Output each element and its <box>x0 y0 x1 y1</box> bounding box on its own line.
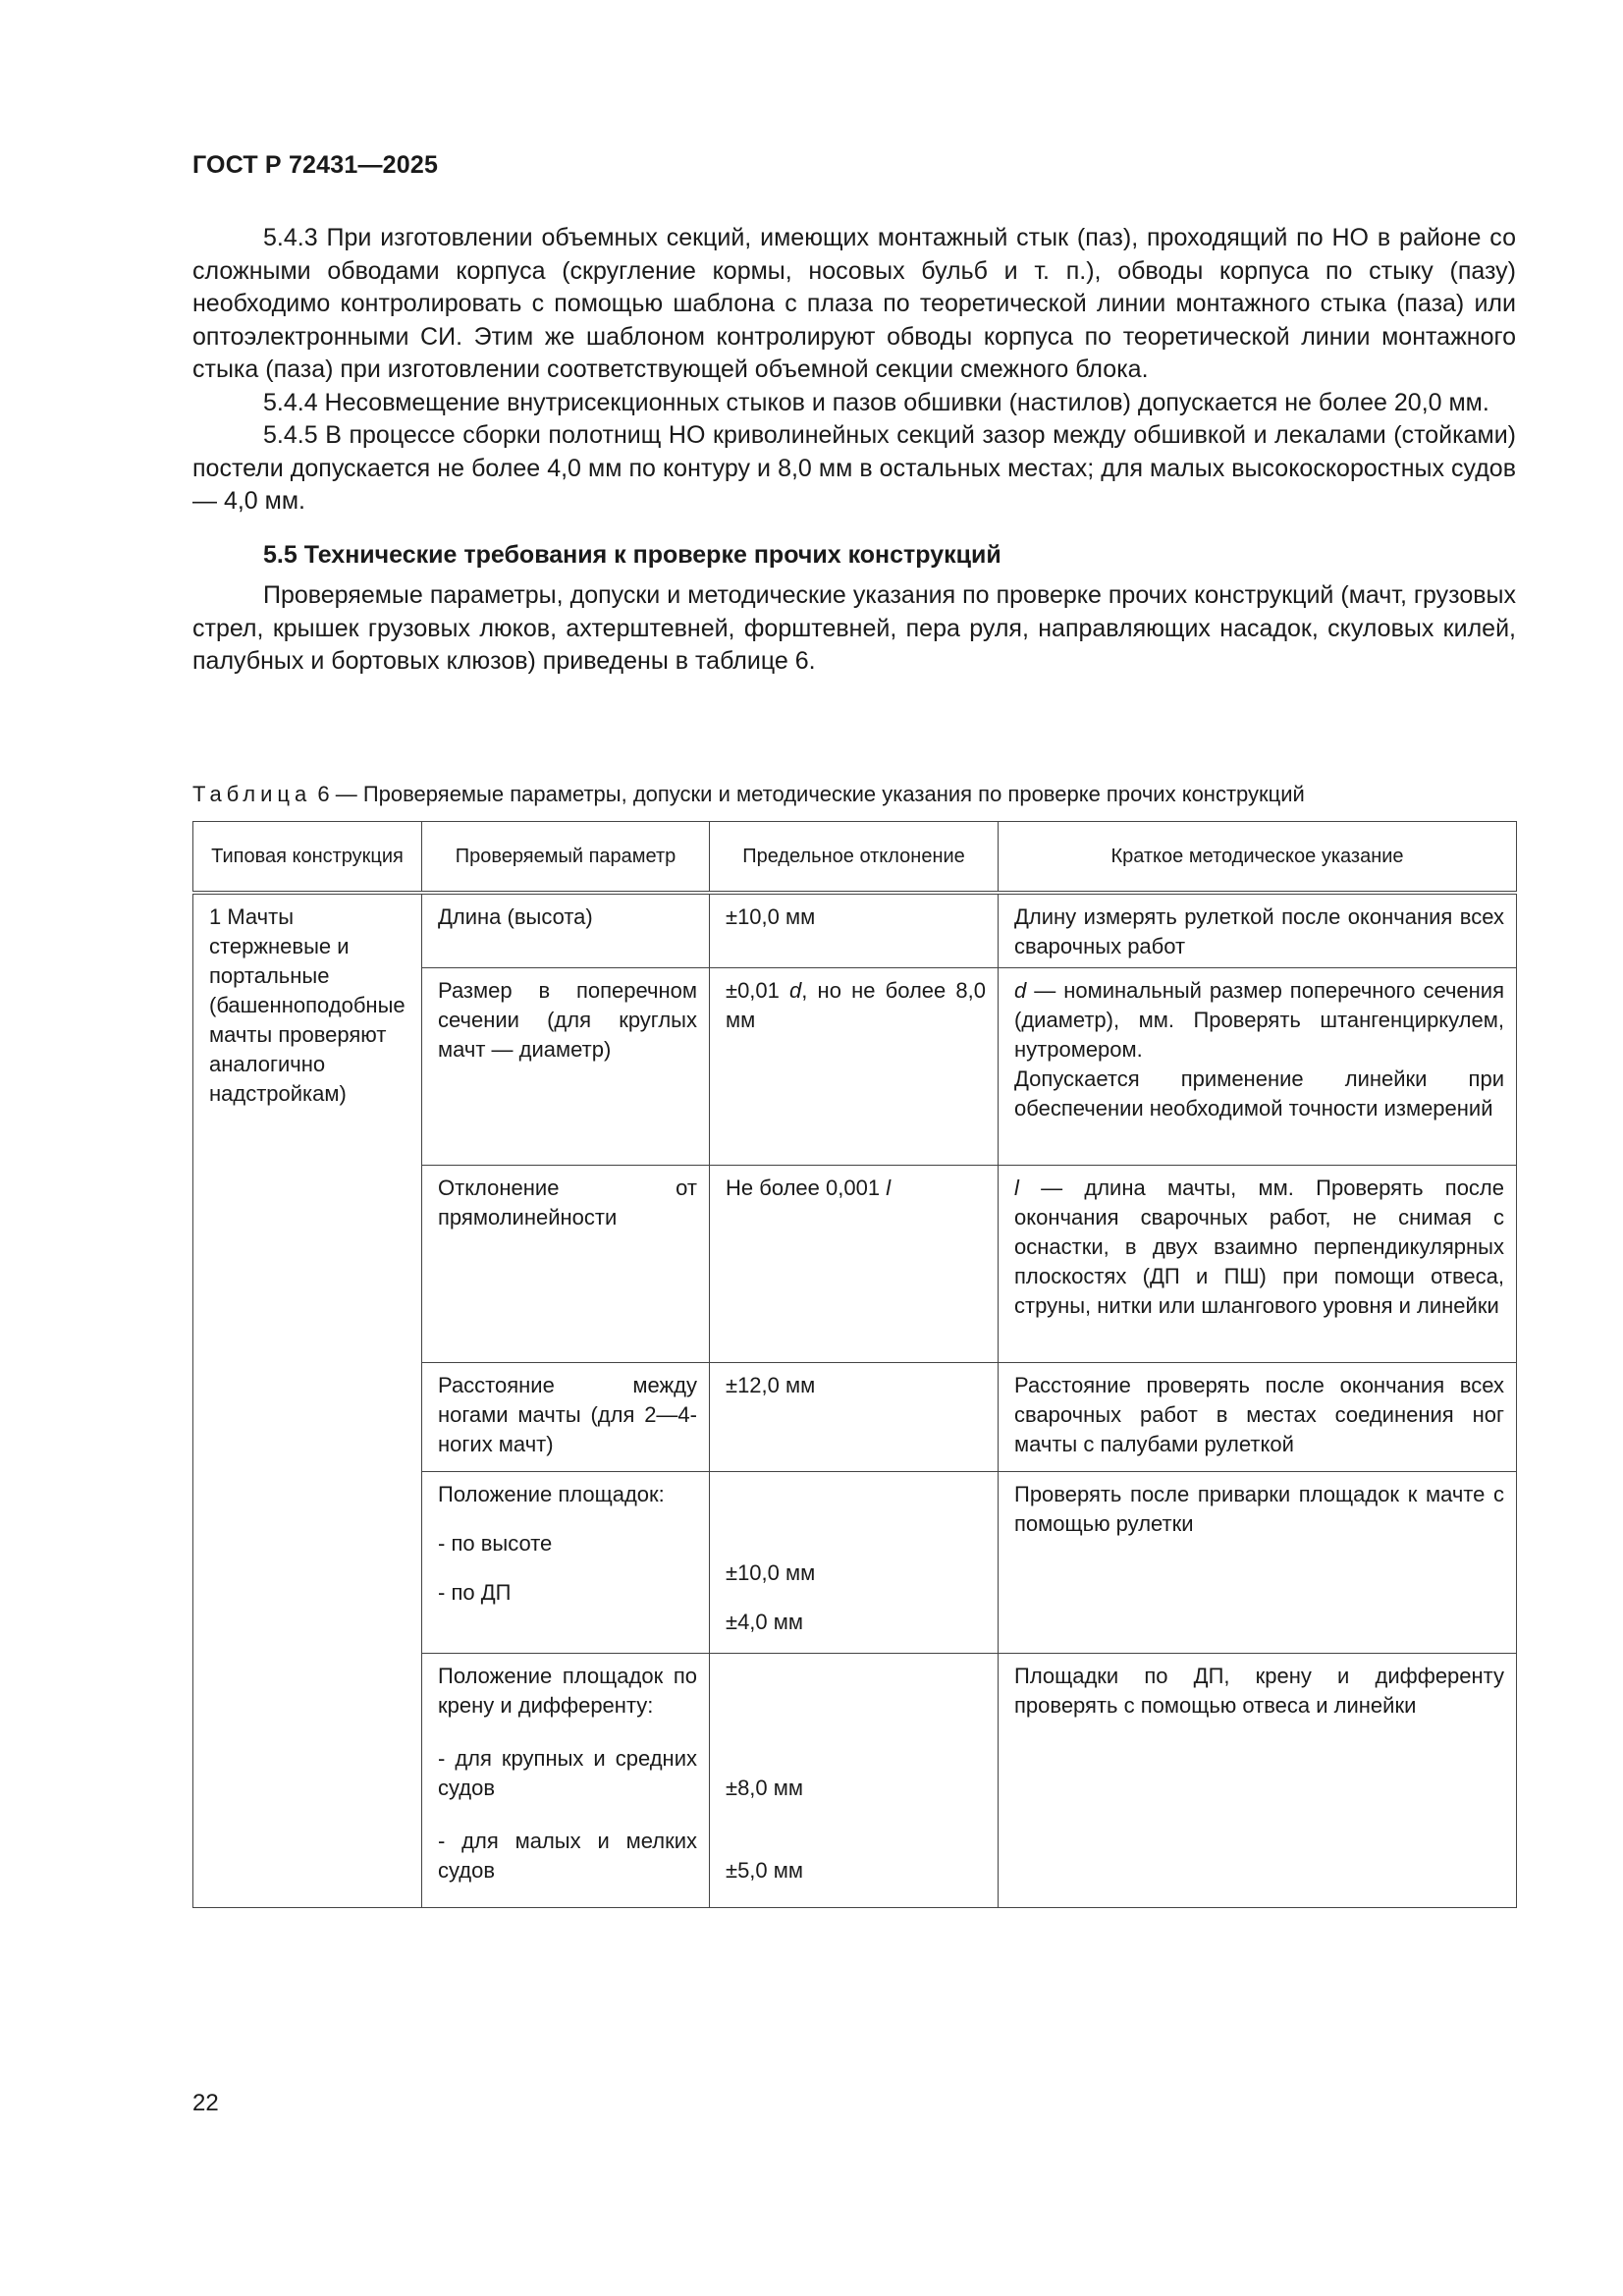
instruction-cell <box>999 1654 1517 1908</box>
table-6 <box>192 821 1517 1908</box>
param-cross-section: Размер в поперечном сечении (для круглых мачт — диаметр) <box>438 978 697 1062</box>
document-header: ГОСТ Р 72431—2025 <box>192 151 439 179</box>
deviation-cell <box>710 1654 999 1908</box>
deviation-cell <box>710 968 999 1166</box>
header-deviation: Предельное отклонение <box>710 822 999 894</box>
dev-cross-section-var: d <box>789 978 802 1003</box>
param-length: Длина (высота) <box>438 904 593 929</box>
paragraph-5-4-5: 5.4.5 В процессе сборки полотнищ НО криволинейных секций зазор между обшивкой и лекалами (стойками) постели допускается не более 4,0 мм по контуру и 8,0 мм в остальных местах; для малых высокоскоростных судов — 4,0 мм. <box>192 421 1516 515</box>
param-platforms: Положение площадок: <box>438 1482 665 1506</box>
note-heel-trim: Площадки по ДП, крену и дифференту проверять с помощью отвеса и линейки <box>1014 1664 1504 1718</box>
instruction-cell <box>999 1166 1517 1363</box>
parameter-cell <box>422 968 710 1166</box>
deviation-cell <box>710 1472 999 1654</box>
table-header-row <box>193 822 1517 894</box>
note-cross-section <box>999 968 1516 1129</box>
note-platforms: Проверять после приварки площадок к мачте с помощью рулетки <box>1014 1482 1504 1536</box>
dev-cross-section-suffix: , но не более 8,0 мм <box>726 978 986 1032</box>
param-platforms-height: - по высоте <box>438 1531 553 1556</box>
param-leg-distance: Расстояние между ногами мачты (для 2—4-ногих мачт) <box>438 1373 697 1456</box>
parameter-cell <box>422 1472 710 1654</box>
instruction-cell <box>999 968 1517 1166</box>
note-leg-distance: Расстояние проверять после окончания всех сварочных работ в местах соединения ног мачты с палубами рулеткой <box>1014 1373 1504 1456</box>
header-construction: Типовая конструкция <box>193 822 422 894</box>
note-length: Длину измерять рулеткой после окончания всех сварочных работ <box>1014 904 1504 958</box>
note-cross-section-b: Допускается применение линейки при обеспечении необходимой точности измерений <box>1014 1066 1504 1121</box>
parameter-cell <box>422 893 710 968</box>
body-text <box>192 222 1516 679</box>
instruction-cell <box>999 1472 1517 1654</box>
dev-heel-trim-large: ±8,0 мм <box>726 1776 804 1800</box>
header-parameter: Проверяемый параметр <box>422 822 710 894</box>
construction-text: 1 Мачты стержневые и портальные (башенноподобные мачты проверяют аналогично надстройкам) <box>209 904 406 1106</box>
dev-length: ±10,0 мм <box>726 904 816 929</box>
table-caption-word: Таблица <box>192 782 312 806</box>
parameter-cell <box>422 1654 710 1908</box>
param-platforms-dp: - по ДП <box>438 1580 512 1605</box>
deviation-cell <box>710 893 999 968</box>
note-straightness-text: — длина мачты, мм. Проверять после окончания сварочных работ, не снимая с оснастки, в двух взаимно перпендикулярных плоскостях (ДП и ПШ) при помощи отвеса, струны, нитки или шлангового уровня и линейки <box>1014 1175 1504 1318</box>
paragraph-5-5: Проверяемые параметры, допуски и методические указания по проверке прочих конструкций (мачт, грузовых стрел, крышек грузовых люков, ахтерштевней, форштевней, пера руля, направляющих насадок, скуловых килей, палубных и бортовых клюзов) приведены в таблице 6. <box>192 581 1516 675</box>
dev-platforms-dp: ±4,0 мм <box>726 1610 804 1634</box>
note-straightness <box>999 1166 1516 1327</box>
construction-cell <box>193 893 422 1908</box>
param-straightness: Отклонение от прямолинейности <box>438 1175 697 1230</box>
instruction-cell <box>999 893 1517 968</box>
instruction-cell <box>999 1363 1517 1472</box>
dev-heel-trim-small: ±5,0 мм <box>726 1858 804 1883</box>
section-heading-5-5: 5.5 Технические требования к проверке прочих конструкций <box>263 540 1001 569</box>
deviation-cell <box>710 1363 999 1472</box>
page-number: 22 <box>192 2090 219 2116</box>
dev-straightness-var: l <box>886 1175 892 1200</box>
parameter-cell <box>422 1166 710 1363</box>
table-row <box>193 893 1517 968</box>
note-straightness-var: l <box>1014 1175 1019 1200</box>
dev-straightness-prefix: Не более 0,001 <box>726 1175 887 1200</box>
dev-leg-distance: ±12,0 мм <box>726 1373 816 1397</box>
param-heel-trim: Положение площадок по крену и дифференту: <box>438 1664 697 1718</box>
dev-straightness <box>710 1166 998 1209</box>
note-cross-section-var: d <box>1014 978 1027 1003</box>
table-caption-text: 6 — Проверяемые параметры, допуски и методические указания по проверке прочих конструкций <box>311 782 1305 806</box>
paragraph-5-4-4: 5.4.4 Несовмещение внутрисекционных стыков и пазов обшивки (настилов) допускается не более 20,0 мм. <box>263 388 1489 416</box>
table-caption <box>192 782 1528 807</box>
dev-platforms-height: ±10,0 мм <box>726 1560 816 1585</box>
dev-cross-section-prefix: ±0,01 <box>726 978 790 1003</box>
header-instruction: Краткое методическое указание <box>999 822 1517 894</box>
paragraph-5-4-3: 5.4.3 При изготовлении объемных секций, имеющих монтажный стык (паз), проходящий по НО в районе со сложными обводами корпуса (скругление кормы, носовых бульб и т. п.), обводы корпуса по стыку (пазу) необходимо контролировать с помощью шаблона с плаза по теоретической линии монтажного стыка (паза) или оптоэлектронными СИ. Этим же шаблоном контролируют обводы корпуса по теоретической линии монтажного стыка (паза) при изготовлении соответствующей объемной секции смежного блока. <box>192 224 1516 383</box>
note-cross-section-a: — номинальный размер поперечного сечения (диаметр), мм. Проверять штангенциркулем, нутромером. <box>1014 978 1504 1062</box>
deviation-cell <box>710 1166 999 1363</box>
parameter-cell <box>422 1363 710 1472</box>
param-heel-trim-small: - для малых и мелких судов <box>438 1829 697 1883</box>
dev-cross-section <box>710 968 998 1041</box>
param-heel-trim-large: - для крупных и средних судов <box>438 1746 697 1800</box>
